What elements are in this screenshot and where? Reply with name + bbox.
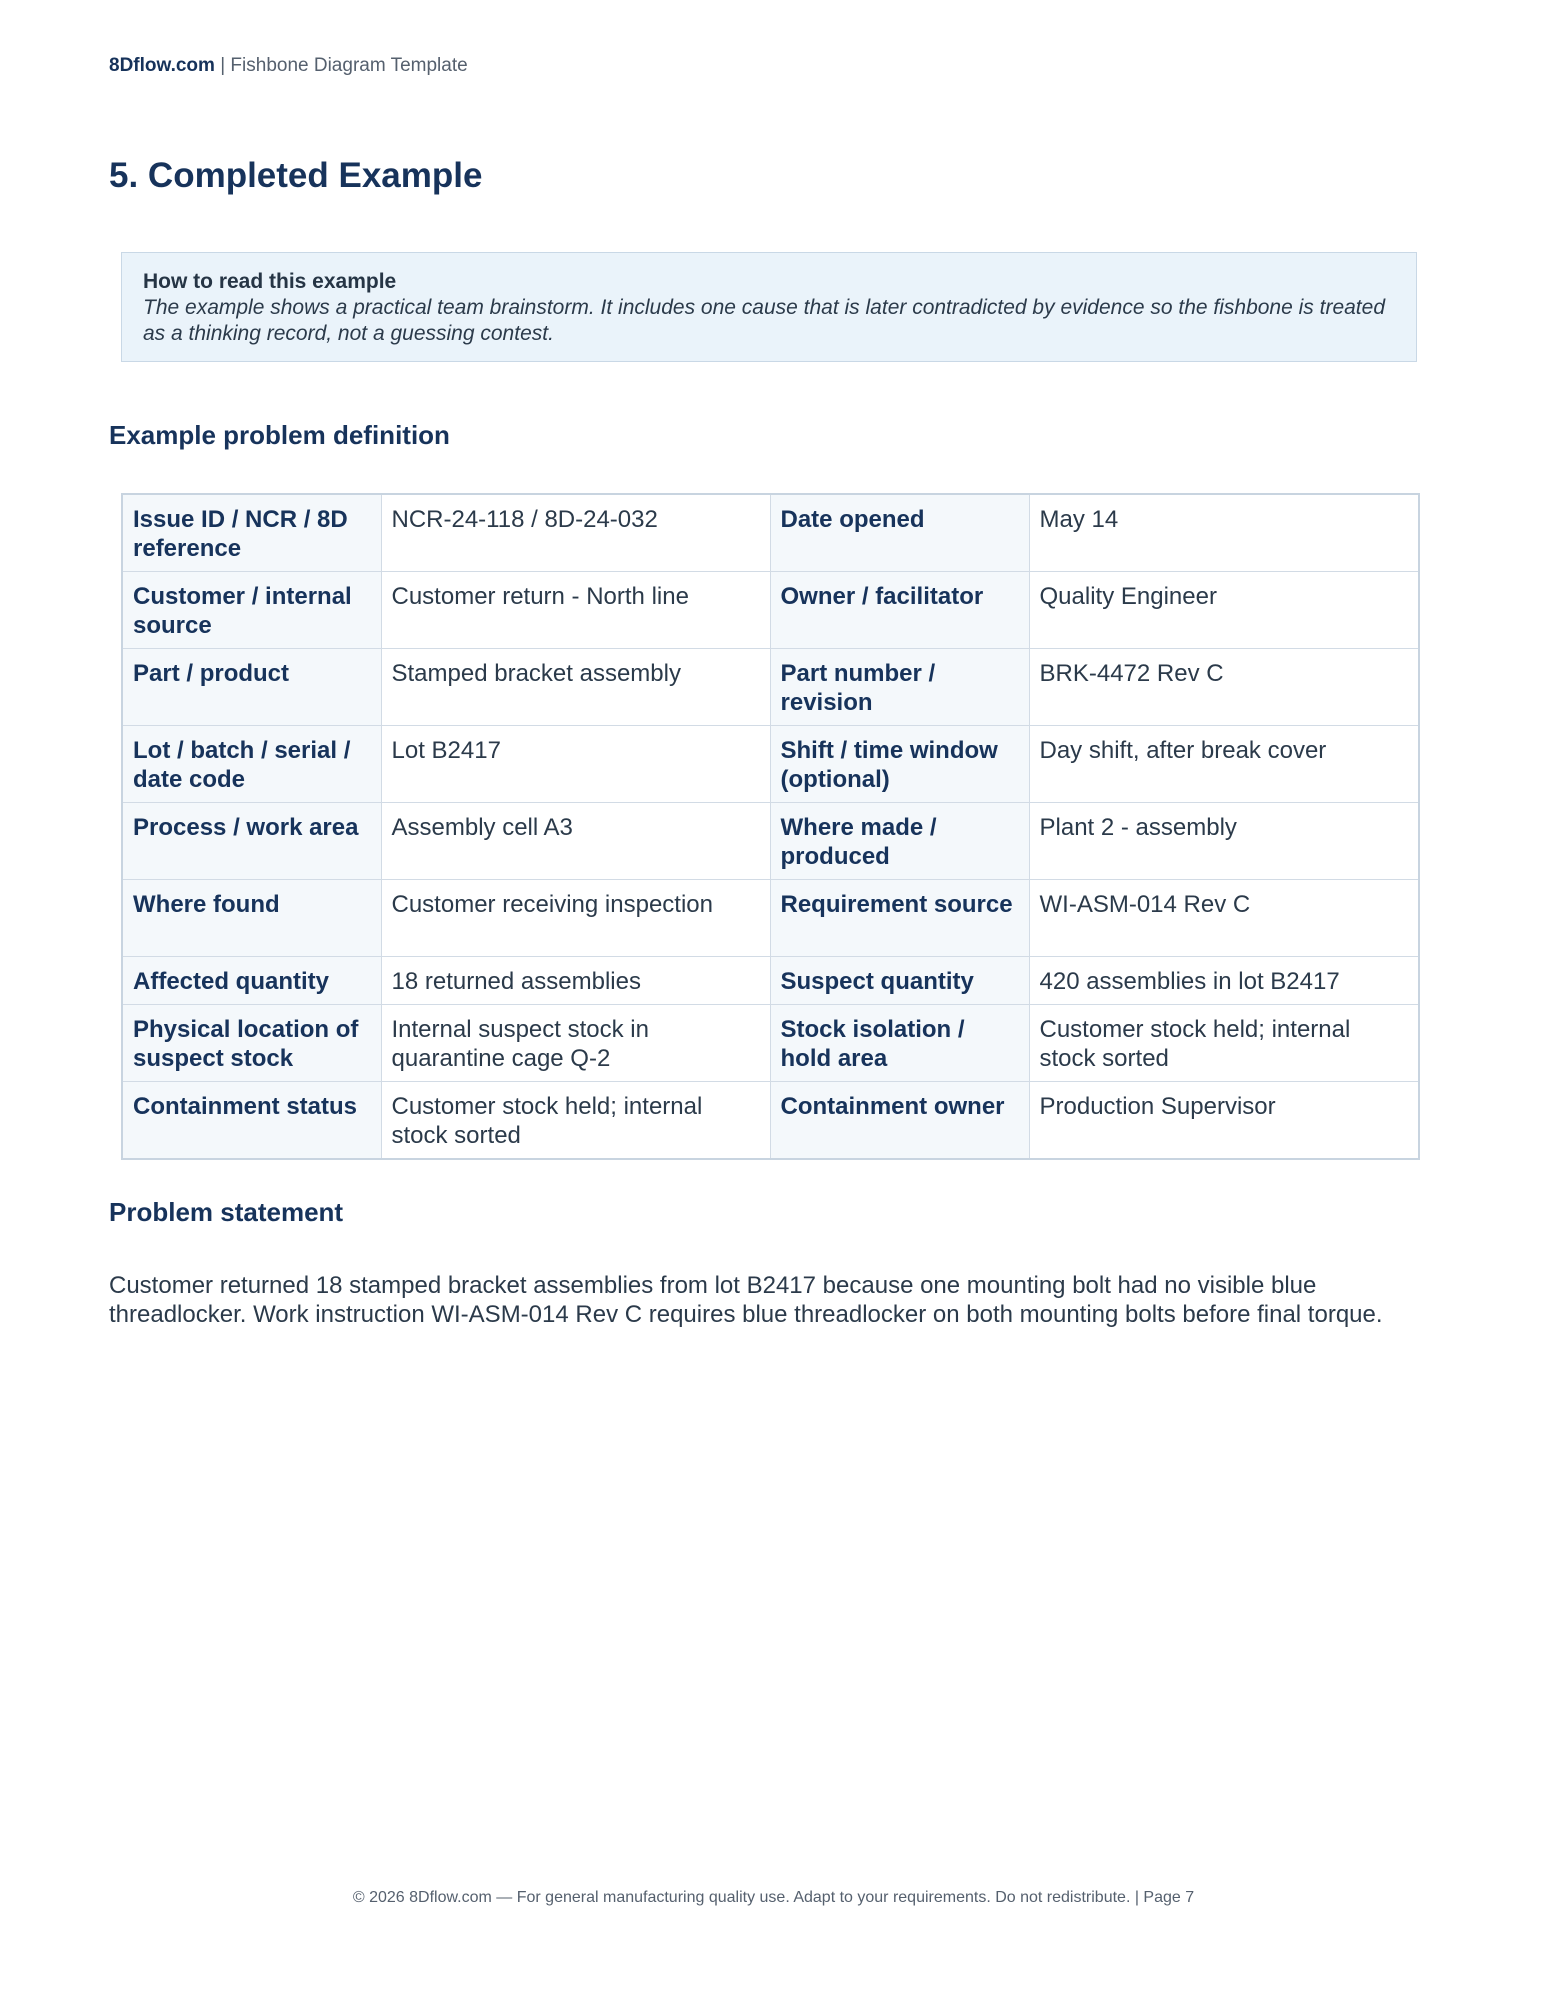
table-row (122, 1082, 1419, 1160)
field-label: Process / work area (122, 803, 381, 880)
field-label: Shift / time window (optional) (770, 726, 1029, 803)
field-value: Assembly cell A3 (381, 803, 770, 880)
field-label: Stock isolation / hold area (770, 1005, 1029, 1082)
field-value: NCR-24-118 / 8D-24-032 (381, 494, 770, 572)
table-row (122, 649, 1419, 726)
section-title: 5. Completed Example (109, 156, 483, 195)
callout-body: The example shows a practical team brainstorm. It includes one cause that is later contradicted by evidence so the fishbone is treated as a thinking record, not a guessing contest. (143, 296, 1385, 345)
field-label: Customer / internal source (122, 572, 381, 649)
table-row (122, 957, 1419, 1005)
field-label: Physical location of suspect stock (122, 1005, 381, 1082)
field-value: Plant 2 - assembly (1029, 803, 1419, 880)
field-value: Stamped bracket assembly (381, 649, 770, 726)
field-value: May 14 (1029, 494, 1419, 572)
field-label: Lot / batch / serial / date code (122, 726, 381, 803)
field-label: Issue ID / NCR / 8D reference (122, 494, 381, 572)
field-label: Containment owner (770, 1082, 1029, 1160)
field-value: Customer return - North line (381, 572, 770, 649)
field-value: BRK-4472 Rev C (1029, 649, 1419, 726)
field-label: Part number / revision (770, 649, 1029, 726)
field-label: Affected quantity (122, 957, 381, 1005)
field-value: Customer stock held; internal stock sorted (1029, 1005, 1419, 1082)
document-title: Fishbone Diagram Template (230, 55, 468, 76)
table-row (122, 1005, 1419, 1082)
field-label: Where made / produced (770, 803, 1029, 880)
field-value: Day shift, after break cover (1029, 726, 1419, 803)
field-label: Requirement source (770, 880, 1029, 957)
field-label: Suspect quantity (770, 957, 1029, 1005)
table-row (122, 726, 1419, 803)
field-value: Production Supervisor (1029, 1082, 1419, 1160)
field-value: Quality Engineer (1029, 572, 1419, 649)
field-value: 18 returned assemblies (381, 957, 770, 1005)
field-value: Internal suspect stock in quarantine cage Q-2 (381, 1005, 770, 1082)
running-header (109, 55, 468, 77)
field-value: Lot B2417 (381, 726, 770, 803)
field-value: Customer stock held; internal stock sorted (381, 1082, 770, 1160)
header-separator: | (214, 55, 231, 76)
table-row (122, 880, 1419, 957)
problem-definition-table (121, 493, 1420, 1160)
field-label: Containment status (122, 1082, 381, 1160)
problem-statement-text: Customer returned 18 stamped bracket assemblies from lot B2417 because one mounting bolt had no visible blue threadlocker. Work instruction WI-ASM-014 Rev C requires blue threadlocker on both mounting bolts before final torque. (109, 1272, 1383, 1328)
field-value: 420 assemblies in lot B2417 (1029, 957, 1419, 1005)
problem-definition-heading: Example problem definition (109, 420, 450, 450)
table-row (122, 803, 1419, 880)
field-label: Part / product (122, 649, 381, 726)
field-label: Owner / facilitator (770, 572, 1029, 649)
table-row (122, 572, 1419, 649)
field-value: Customer receiving inspection (381, 880, 770, 957)
brand-name: 8Dflow.com (109, 55, 215, 76)
field-label: Where found (122, 880, 381, 957)
field-label: Date opened (770, 494, 1029, 572)
problem-statement-heading: Problem statement (109, 1197, 344, 1227)
field-value: WI-ASM-014 Rev C (1029, 880, 1419, 957)
callout-title: How to read this example (143, 270, 397, 293)
page-footer: © 2026 8Dflow.com — For general manufacturing quality use. Adapt to your requirements. Do not redistribute. | Page 7 (352, 1889, 1195, 1906)
table-row (122, 494, 1419, 572)
how-to-read-callout (121, 252, 1417, 362)
